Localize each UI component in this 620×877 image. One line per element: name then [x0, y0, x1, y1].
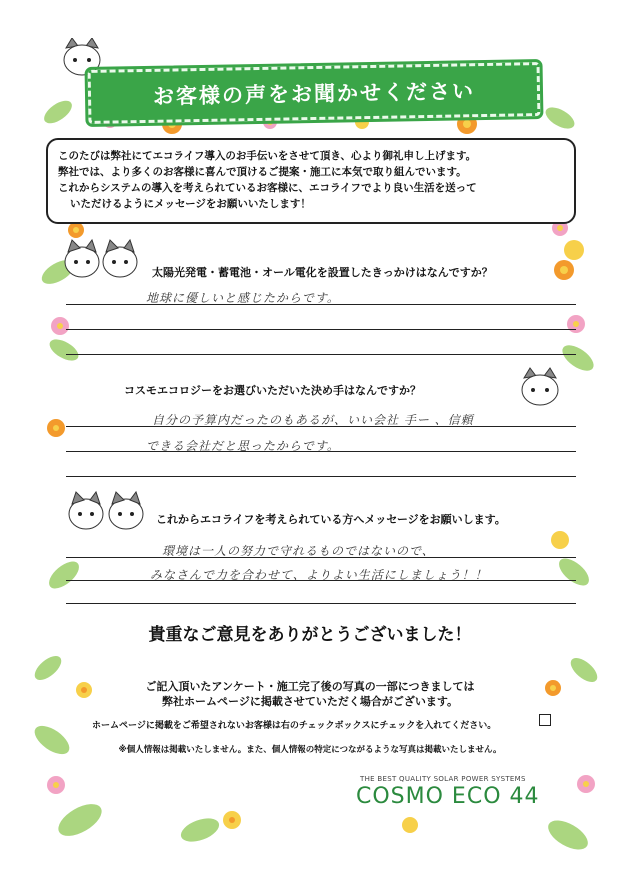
brand-tagline: THE BEST QUALITY SOLAR POWER SYSTEMS: [360, 775, 526, 783]
answer-2-line-1[interactable]: 自分の予算内だったのもあるが、いい会社 手ー 、信頼: [152, 413, 474, 427]
privacy-note: ※個人情報は掲載いたしません。また、個人情報の特定につながるような写真は掲載いたしません。: [118, 745, 502, 755]
cat-mascot-icon: [518, 366, 562, 408]
answer-1-line-1[interactable]: 地球に優しいと感じたからです。: [146, 291, 340, 305]
notice-line: ご記入頂いたアンケート・施工完了後の写真の一部につきましては: [145, 680, 475, 693]
brand-logo: COSMO ECO 44: [356, 784, 540, 809]
question-2-label: コスモエコロジーをお選びいただいた決め手はなんですか？: [124, 384, 421, 397]
answer-line: [66, 304, 576, 305]
thanks-heading: 貴重なご意見をありがとうございました！: [148, 625, 472, 645]
no-publish-checkbox[interactable]: [539, 714, 551, 726]
answer-line: [66, 451, 576, 452]
notice-line: 弊社ホームページに掲載させていただく場合がございます。: [162, 695, 458, 708]
question-3-label: これからエコライフを考えられている方へメッセージをお願いします。: [156, 513, 506, 526]
answer-2-line-2[interactable]: できる会社だと思ったからです。: [146, 439, 340, 453]
question-1-label: 太陽光発電・蓄電池・オール電化を設置したきっかけはなんですか？: [152, 266, 493, 279]
intro-line: いただけるようにメッセージをお願いいたします！: [70, 198, 311, 210]
intro-line: 弊社では、より多くのお客様に喜んで頂けるご提案・施工に本気で取り組んでいます。: [58, 166, 467, 178]
answer-line: [66, 476, 576, 477]
answer-line: [66, 557, 576, 558]
answer-3-line-2[interactable]: みなさんで力を合わせて、よりよい生活にしましょう！！: [150, 568, 488, 582]
answer-line: [66, 580, 576, 581]
intro-line: このたびは弊社にてエコライフ導入のお手伝いをさせて頂き、心より御礼申し上げます。: [58, 150, 477, 162]
cat-pair-icon: [62, 238, 142, 286]
answer-3-line-1[interactable]: 環境は一人の努力で守れるものではないので、: [162, 544, 435, 558]
answer-line: [66, 354, 576, 355]
intro-message-box: [46, 138, 576, 224]
intro-line: これからシステムの導入を考えられているお客様に、エコライフでより良い生活を送って: [58, 182, 477, 194]
page-title: お客様の声をお聞かせください: [152, 79, 476, 109]
answer-line: [66, 426, 576, 427]
cat-pair-icon: [66, 488, 150, 536]
checkbox-label: ホームページに掲載をご希望されないお客様は右のチェックボックスにチェックを入れてください。: [92, 721, 497, 731]
answer-line: [66, 603, 576, 604]
answer-line: [66, 329, 576, 330]
title-banner: [88, 62, 541, 124]
